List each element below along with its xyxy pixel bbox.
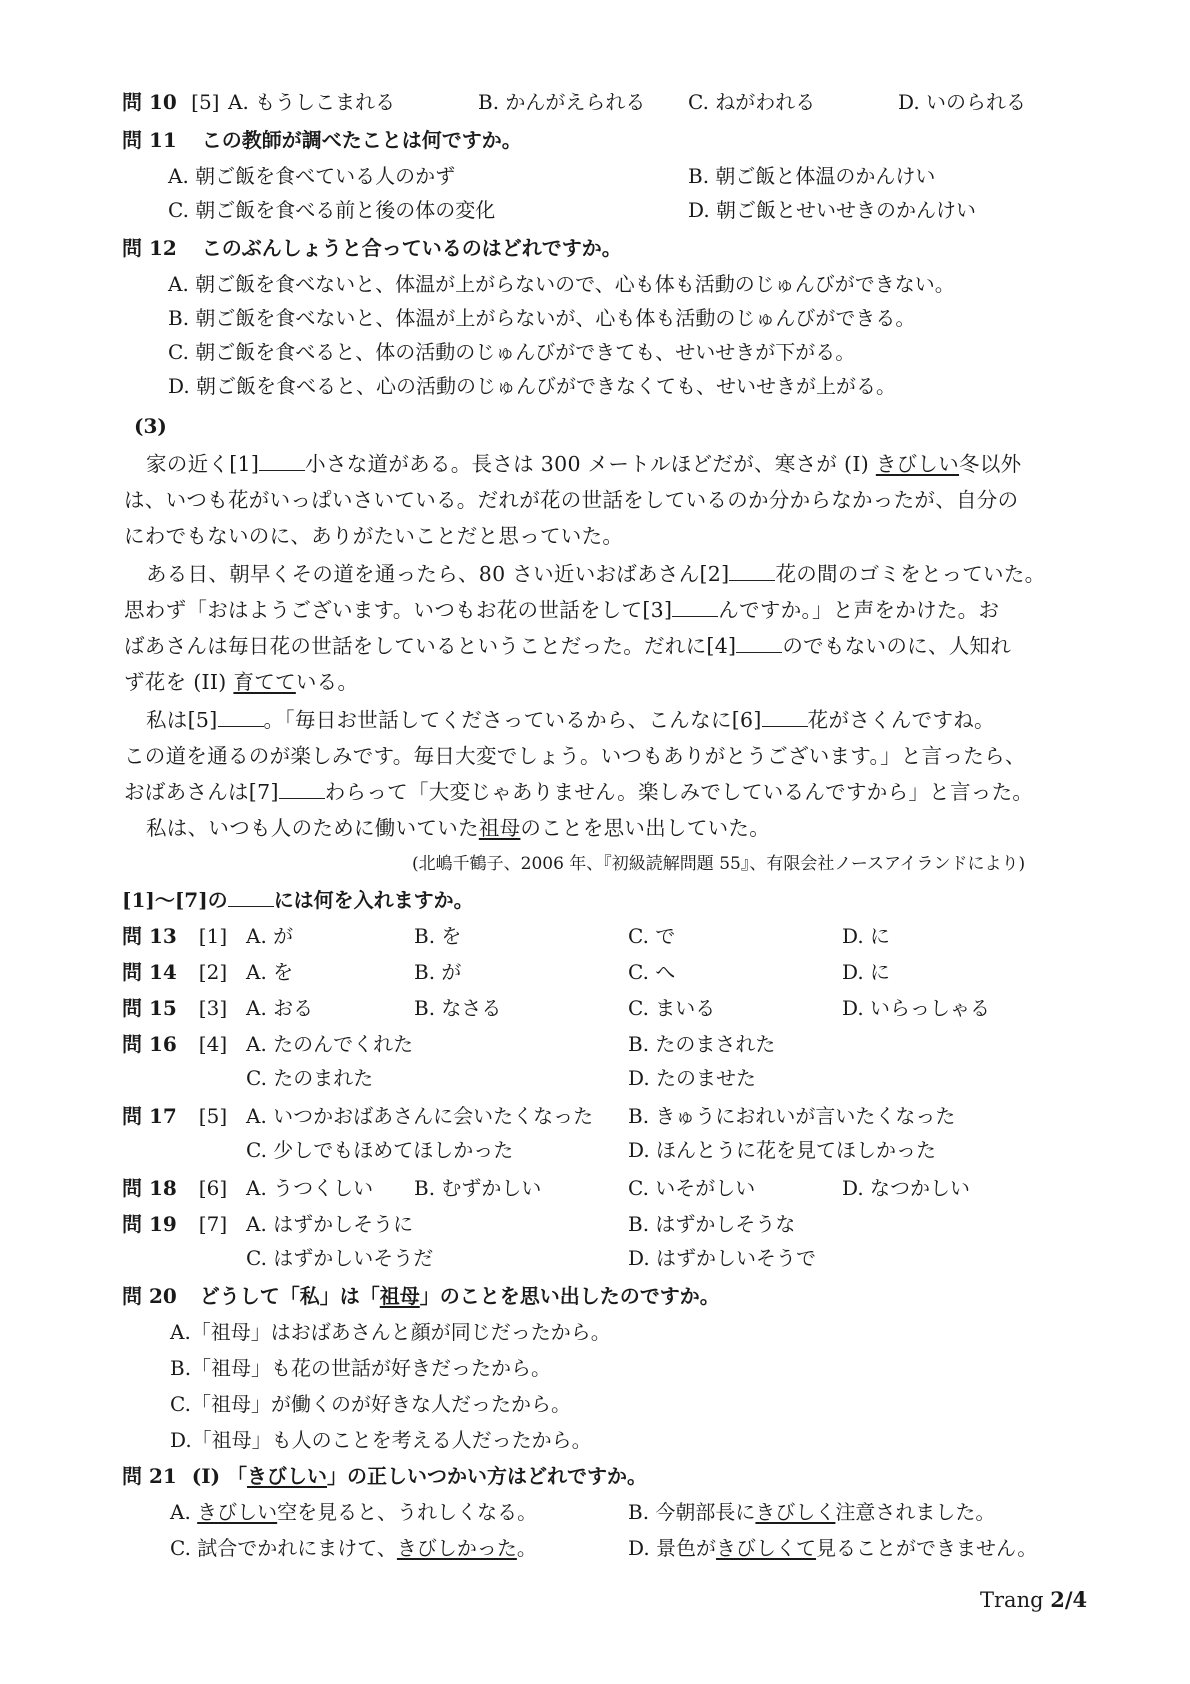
q19-row (122, 1210, 227, 1238)
option-text: C. 試合でかれにまけて、 (170, 1536, 397, 1560)
blank-4 (736, 634, 782, 653)
q12-option-c[interactable]: C. 朝ご飯を食べると、体の活動のじゅんびができても、せいせきが下がる。 (168, 340, 856, 364)
q10-option-b[interactable]: B. かんがえられる (478, 90, 646, 114)
q21-text: 」の正しいつかい方はどれですか。 (327, 1464, 648, 1488)
q17-option-d[interactable]: D. ほんとうに花を見てほしかった (628, 1138, 937, 1162)
passage-line-5 (124, 596, 999, 624)
blank-2 (729, 562, 775, 581)
q13-row (122, 922, 227, 950)
q20-question (200, 1284, 720, 1308)
underlined-word-sobo: 祖母 (478, 816, 521, 840)
q16-row (122, 1030, 227, 1058)
passage-text: んですか。」と声をかけた。お (718, 598, 1000, 622)
passage-line-9: この道を通るのが楽しみです。毎日大変でしょう。いつもありがとうございます。」と言ったら、 (124, 744, 1026, 768)
passage-text: いる。 (295, 670, 359, 694)
section-heading: (3) (134, 414, 167, 438)
q21-underlined: きびしい (247, 1464, 328, 1488)
passage-line-4 (146, 560, 1045, 588)
option-text: 見ることができません。 (816, 1536, 1038, 1560)
q14-option-d[interactable]: D. に (842, 960, 891, 984)
q12-label: 問 12 (122, 236, 177, 260)
q10-option-d[interactable]: D. いのられる (898, 90, 1027, 114)
q12-option-a[interactable]: A. 朝ご飯を食べないと、体温が上がらないので、心も体も活動のじゅんびができない。 (168, 272, 955, 296)
q21-question (192, 1464, 647, 1488)
option-text: 。 (516, 1536, 537, 1560)
passage-text: 小さな道がある。長さは 300 メートルほどだが、寒さが (I) (305, 452, 876, 476)
q12-row (122, 234, 622, 262)
q16-num: [4] (198, 1032, 228, 1056)
passage-text: 花の間のゴミをとっていた。 (775, 562, 1046, 586)
passage-text: 冬以外 (959, 452, 1022, 476)
q11-question: この教師が調べたことは何ですか。 (201, 128, 522, 152)
q11-label: 問 11 (122, 128, 177, 152)
option-text: B. 今朝部長に (628, 1500, 756, 1524)
page-number (980, 1586, 1087, 1614)
q21-row (122, 1462, 647, 1490)
q15-option-d[interactable]: D. いらっしゃる (842, 996, 991, 1020)
q20-underlined: 祖母 (379, 1284, 420, 1308)
q20-option-b[interactable]: B.「祖母」も花の世話が好きだったから。 (170, 1356, 552, 1380)
q21-option-c[interactable] (170, 1534, 537, 1562)
passage-text: 私は[5] (146, 708, 218, 732)
q15-num: [3] (198, 996, 228, 1020)
q15-label: 問 15 (122, 996, 177, 1020)
passage-text: おばあさんは[7] (124, 780, 279, 804)
q16-label: 問 16 (122, 1032, 177, 1056)
q16-option-c[interactable]: C. たのまれた (246, 1066, 374, 1090)
q17-row (122, 1102, 227, 1130)
option-text: 空を見ると、うれしくなる。 (277, 1500, 538, 1524)
q13-option-a[interactable]: A. が (246, 924, 294, 948)
passage-text: 家の近く[1] (146, 452, 260, 476)
q14-option-a[interactable]: A. を (246, 960, 294, 984)
q14-option-b[interactable]: B. が (414, 960, 462, 984)
q18-num: [6] (198, 1176, 228, 1200)
q15-row (122, 994, 227, 1022)
q15-option-c[interactable]: C. まいる (628, 996, 716, 1020)
passage-text: 思わず「おはようございます。いつもお花の世話をして[3] (124, 598, 673, 622)
q10-option-c[interactable]: C. ねがわれる (688, 90, 816, 114)
blank-3 (672, 598, 718, 617)
passage-line-10 (124, 778, 1033, 806)
q18-row (122, 1174, 227, 1202)
page-prefix: Trang (980, 1588, 1051, 1612)
passage-text: わらって「大変じゃありません。楽しみでしているんですから」と言った。 (324, 780, 1034, 804)
passage-text: のことを思い出していた。 (520, 816, 771, 840)
passage-line-11 (146, 814, 770, 842)
q17-option-b[interactable]: B. きゅうにおれいが言いたくなった (628, 1104, 956, 1128)
q13-option-c[interactable]: C. で (628, 924, 676, 948)
q18-option-d[interactable]: D. なつかしい (842, 1176, 971, 1200)
q18-option-c[interactable]: C. いそがしい (628, 1176, 756, 1200)
q11-option-c[interactable]: C. 朝ご飯を食べる前と後の体の変化 (168, 198, 496, 222)
option-underlined: きびしい (197, 1500, 278, 1524)
q12-option-d[interactable]: D. 朝ご飯を食べると、心の活動のじゅんびができなくても、せいせきが上がる。 (168, 374, 897, 398)
passage-source: (北嶋千鶴子、2006 年、『初級読解問題 55』、有限会社ノースアイランドにより) (412, 854, 1026, 874)
q14-label: 問 14 (122, 960, 177, 984)
blank-5 (218, 708, 264, 727)
underlined-word-I: きびしい (875, 452, 960, 476)
passage-line-3: にわでもないのに、ありがたいことだと思っていた。 (124, 524, 624, 548)
q10-row (122, 88, 220, 116)
q20-option-d[interactable]: D.「祖母」も人のことを考える人だったから。 (170, 1428, 592, 1452)
q16-option-b[interactable]: B. たのまされた (628, 1032, 776, 1056)
q20-text: どうして「私」は「 (199, 1284, 380, 1308)
q16-option-a[interactable]: A. たのんでくれた (246, 1032, 414, 1056)
q21-option-a[interactable] (170, 1498, 537, 1526)
option-text: D. 景色が (628, 1536, 717, 1560)
q19-option-b[interactable]: B. はずかしそうな (628, 1212, 796, 1236)
q13-option-d[interactable]: D. に (842, 924, 891, 948)
q19-option-c[interactable]: C. はずかしいそうだ (246, 1246, 434, 1270)
q15-option-b[interactable]: B. なさる (414, 996, 502, 1020)
option-underlined: きびしくて (716, 1536, 817, 1560)
q18-option-b[interactable]: B. むずかしい (414, 1176, 542, 1200)
q20-option-a[interactable]: A.「祖母」はおばあさんと顔が同じだったから。 (170, 1320, 611, 1344)
option-text: 注意されました。 (835, 1500, 996, 1524)
q14-option-c[interactable]: C. へ (628, 960, 676, 984)
q20-option-c[interactable]: C.「祖母」が働くのが好きな人だったから。 (170, 1392, 571, 1416)
q16-option-d[interactable]: D. たのませた (628, 1066, 757, 1090)
q17-option-a[interactable]: A. いつかおばあさんに会いたくなった (246, 1104, 594, 1128)
q17-option-c[interactable]: C. 少しでもほめてほしかった (246, 1138, 514, 1162)
q18-option-a[interactable]: A. うつくしい (246, 1176, 374, 1200)
passage-text: 私は、いつも人のために働いていた (146, 816, 479, 840)
passage-line-2: は、いつも花がいっぱいさいている。だれが花の世話をしているのか分からなかったが、自分の (124, 488, 1019, 512)
underlined-word-II: 育てて (233, 670, 296, 694)
q20-text: 」のことを思い出したのですか。 (419, 1284, 720, 1308)
q12-option-b[interactable]: B. 朝ご飯を食べないと、体温が上がらないが、心も体も活動のじゅんびができる。 (168, 306, 916, 330)
passage-line-6 (124, 632, 1011, 660)
instruction-blank (228, 888, 274, 907)
q11-option-a[interactable]: A. 朝ご飯を食べている人のかず (168, 164, 456, 188)
q14-num: [2] (198, 960, 228, 984)
passage-text: 花がさくんですね。 (807, 708, 995, 732)
q21-label: 問 21 (122, 1464, 177, 1488)
passage-text: ず花を (II) (124, 670, 234, 694)
q14-row (122, 958, 227, 986)
q10-num: [5] (191, 90, 220, 114)
q20-row (122, 1282, 720, 1310)
q19-option-d[interactable]: D. はずかしいそうで (628, 1246, 817, 1270)
q11-row (122, 126, 522, 154)
option-underlined: きびしかった (396, 1536, 517, 1560)
q10-option-a[interactable]: A. もうしこまれる (228, 90, 396, 114)
q17-label: 問 17 (122, 1104, 177, 1128)
instruction-text: には何を入れますか。 (273, 888, 474, 912)
q13-num: [1] (198, 924, 228, 948)
passage-line-1 (146, 450, 1021, 478)
q10-label: 問 10 (122, 90, 177, 114)
page-value: 2/4 (1050, 1587, 1088, 1612)
option-text: A. (170, 1500, 198, 1524)
passage-text: ばあさんは毎日花の世話をしているということだった。だれに[4] (124, 634, 737, 658)
blank-7 (279, 780, 325, 799)
passage-text: のでもないのに、人知れ (782, 634, 1012, 658)
instruction (122, 886, 474, 914)
q21-option-d[interactable] (628, 1534, 1037, 1562)
passage-line-7 (124, 668, 358, 696)
q15-option-a[interactable]: A. おる (246, 996, 314, 1020)
q21-text: (I) 「 (191, 1464, 248, 1488)
q20-label: 問 20 (122, 1284, 177, 1308)
passage-text: ある日、朝早くその道を通ったら、80 さい近いおばあさん[2] (146, 562, 730, 586)
blank-1 (259, 452, 305, 471)
q11-option-b[interactable]: B. 朝ご飯と体温のかんけい (688, 164, 936, 188)
q19-num: [7] (198, 1212, 228, 1236)
q12-question: このぶんしょうと合っているのはどれですか。 (201, 236, 622, 260)
q19-option-a[interactable]: A. はずかしそうに (246, 1212, 414, 1236)
q11-option-d[interactable]: D. 朝ご飯とせいせきのかんけい (688, 198, 977, 222)
q17-num: [5] (198, 1104, 228, 1128)
passage-line-8 (146, 706, 995, 734)
passage-text: 。「毎日お世話してくださっているから、こんなに[6] (263, 708, 762, 732)
q13-option-b[interactable]: B. を (414, 924, 462, 948)
option-underlined: きびしく (755, 1500, 836, 1524)
q19-label: 問 19 (122, 1212, 177, 1236)
blank-6 (762, 708, 808, 727)
q13-label: 問 13 (122, 924, 177, 948)
q21-option-b[interactable] (628, 1498, 995, 1526)
q18-label: 問 18 (122, 1176, 177, 1200)
instruction-text: [1]〜[7]の (122, 888, 228, 912)
